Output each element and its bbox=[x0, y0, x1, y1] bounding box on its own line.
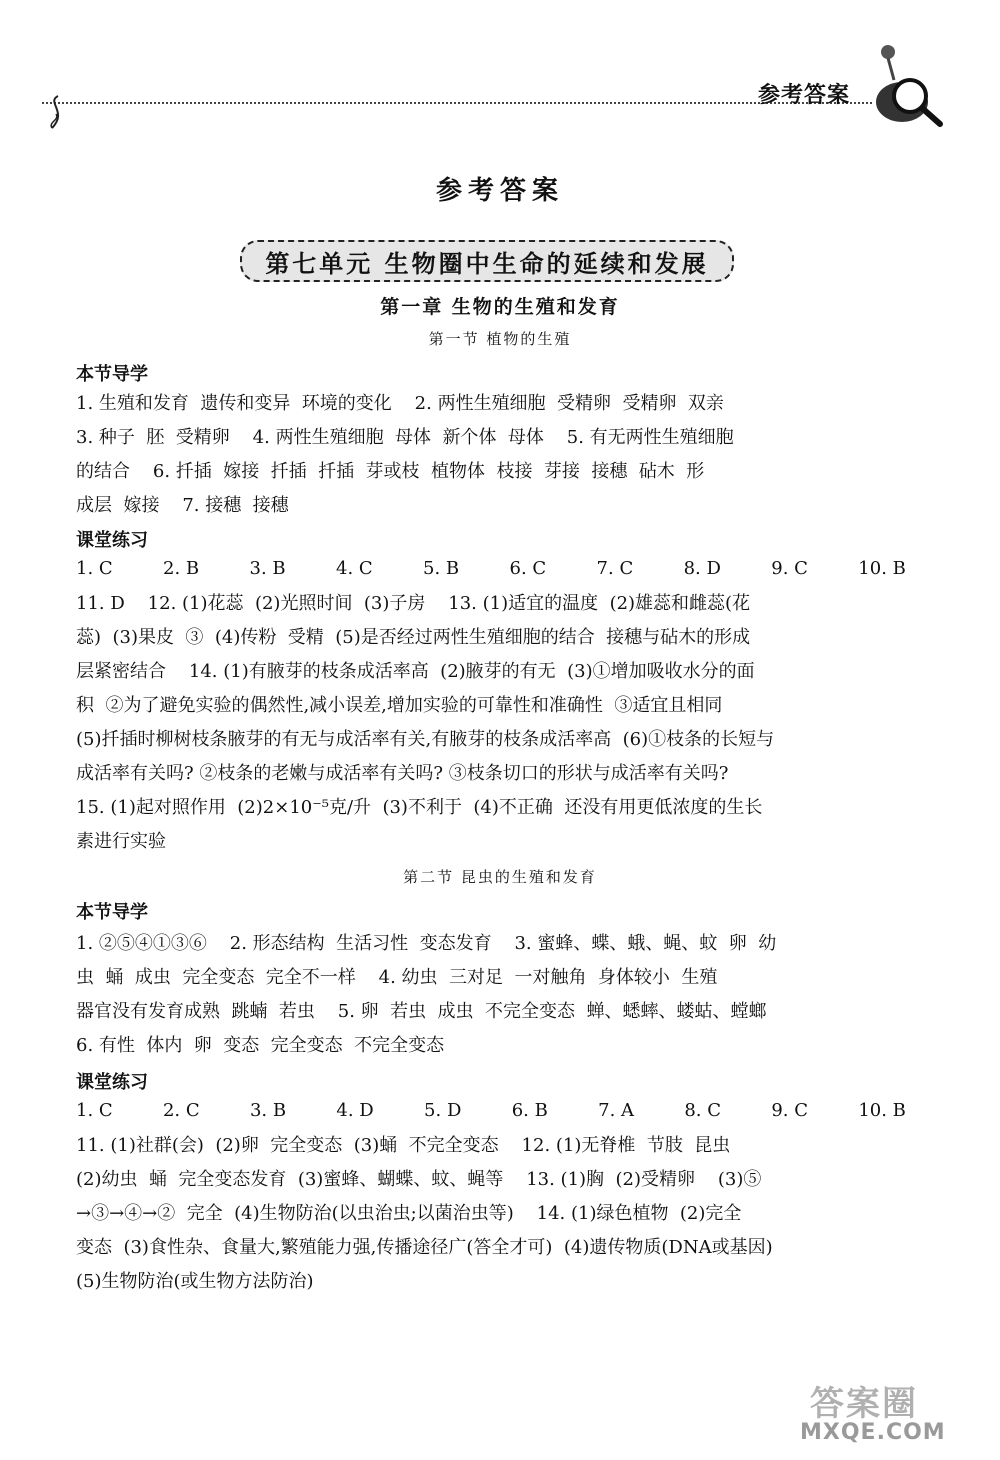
section-2-guide-heading: 本节导学 bbox=[76, 902, 148, 923]
answer-item: 7. C bbox=[596, 558, 634, 579]
answer-item: 4. C bbox=[336, 558, 373, 579]
section-2-practice-line: →③→④→② 完全 (4)生物防治(以虫治虫;以菌治虫等) 14. (1)绿色植物 (2)完全 bbox=[76, 1203, 742, 1224]
header-divider bbox=[42, 102, 872, 104]
answer-item: 1. C bbox=[76, 558, 113, 579]
section-1-practice-line: 蕊) (3)果皮 ③ (4)传粉 受精 (5)是否经过两性生殖细胞的结合 接穗与砧木的形成 bbox=[76, 627, 751, 648]
section-2-guide-line: 虫 蛹 成虫 完全变态 完全不一样 4. 幼虫 三对足 一对触角 身体较小 生殖 bbox=[76, 967, 718, 988]
answer-item: 2. B bbox=[163, 558, 200, 579]
section-2-practice-line: (5)生物防治(或生物方法防治) bbox=[76, 1271, 314, 1292]
section-2-guide-line: 1. ②⑤④①③⑥ 2. 形态结构 生活习性 变态发育 3. 蜜蜂、蝶、蛾、蝇、蚊 卵 幼 bbox=[76, 933, 777, 954]
section-2-answer-row bbox=[76, 1100, 906, 1121]
section-1-guide-line: 成层 嫁接 7. 接穗 接穗 bbox=[76, 495, 289, 516]
answer-item: 8. C bbox=[684, 1100, 722, 1121]
section-1-practice-heading: 课堂练习 bbox=[76, 530, 148, 551]
section-1-guide-line: 1. 生殖和发育 遗传和变异 环境的变化 2. 两性生殖细胞 受精卵 受精卵 双亲 bbox=[76, 393, 724, 414]
unit-title: 第七单元 生物圈中生命的延续和发展 bbox=[265, 248, 709, 278]
answer-item: 6. B bbox=[511, 1100, 548, 1121]
section-1-guide-line: 的结合 6. 扦插 嫁接 扦插 扦插 芽或枝 植物体 枝接 芽接 接穗 砧木 形 bbox=[76, 461, 705, 482]
section-2-practice-line: (2)幼虫 蛹 完全变态发育 (3)蜜蜂、蝴蝶、蚊、蝇等 13. (1)胸 (2)受精卵 (3)⑤ bbox=[76, 1169, 762, 1190]
section-2-practice-heading: 课堂练习 bbox=[76, 1072, 148, 1093]
answer-item: 9. C bbox=[771, 558, 808, 579]
answer-item: 3. B bbox=[249, 558, 286, 579]
answer-item: 5. D bbox=[424, 1100, 462, 1121]
section-2-title: 第二节 昆虫的生殖和发育 bbox=[403, 868, 597, 886]
answer-item: 3. B bbox=[249, 1100, 287, 1121]
section-1-practice-line: 成活率有关吗? ②枝条的老嫩与成活率有关吗? ③枝条切口的形状与成活率有关吗? bbox=[76, 763, 729, 784]
watermark-logo: 答案圈 bbox=[810, 1384, 918, 1424]
answer-item: 8. D bbox=[683, 558, 721, 579]
section-1-practice-line: 素进行实验 bbox=[76, 831, 166, 852]
section-2-practice-line: 变态 (3)食性杂、食量大,繁殖能力强,传播途径广(答全才可) (4)遗传物质(DNA或基因) bbox=[76, 1237, 773, 1258]
section-1-practice-line: 11. D 12. (1)花蕊 (2)光照时间 (3)子房 13. (1)适宜的温度 (2)雄蕊和雌蕊(花 bbox=[76, 593, 751, 614]
section-2-practice-line: 11. (1)社群(会) (2)卵 完全变态 (3)蛹 不完全变态 12. (1)无脊椎 节肢 昆虫 bbox=[76, 1135, 731, 1156]
magnifier-logo-icon bbox=[866, 40, 946, 130]
section-2-guide-line: 器官没有发育成熟 跳蝻 若虫 5. 卵 若虫 成虫 不完全变态 蝉、蟋蟀、蝼蛄、螳螂 bbox=[76, 1001, 767, 1022]
watermark-site: MXQE.COM bbox=[800, 1420, 946, 1445]
chapter-title: 第一章 生物的生殖和发育 bbox=[380, 296, 620, 318]
answer-item: 1. C bbox=[76, 1100, 113, 1121]
section-1-practice-line: 层紧密结合 14. (1)有腋芽的枝条成活率高 (2)腋芽的有无 (3)①增加吸收水分的面 bbox=[76, 661, 755, 682]
answer-item: 6. C bbox=[509, 558, 547, 579]
section-1-guide-heading: 本节导学 bbox=[76, 364, 148, 385]
section-1-practice-line: 积 ②为了避免实验的偶然性,减小误差,增加实验的可靠性和准确性 ③适宜且相同 bbox=[76, 695, 723, 716]
section-1-title: 第一节 植物的生殖 bbox=[428, 330, 572, 348]
answer-item: 4. D bbox=[336, 1100, 374, 1121]
answer-item: 9. C bbox=[771, 1100, 808, 1121]
section-1-answer-row bbox=[76, 558, 906, 579]
header-title: 参考答案 bbox=[758, 82, 851, 108]
answer-item: 10. B bbox=[858, 558, 906, 579]
unit-banner bbox=[240, 240, 734, 282]
answer-item: 5. B bbox=[423, 558, 460, 579]
page-title: 参考答案 bbox=[435, 176, 564, 206]
section-1-practice-line: 15. (1)起对照作用 (2)2×10⁻⁵克/升 (3)不利于 (4)不正确 还没有用更低浓度的生长 bbox=[76, 797, 763, 818]
section-1-guide-line: 3. 种子 胚 受精卵 4. 两性生殖细胞 母体 新个体 母体 5. 有无两性生殖细胞 bbox=[76, 427, 734, 448]
answer-item: 10. B bbox=[858, 1100, 906, 1121]
section-2-guide-line: 6. 有性 体内 卵 变态 完全变态 不完全变态 bbox=[76, 1035, 445, 1056]
swirl-ornament-icon bbox=[38, 92, 78, 132]
answer-item: 7. A bbox=[598, 1100, 635, 1121]
section-1-practice-line: (5)扦插时柳树枝条腋芽的有无与成活率有关,有腋芽的枝条成活率高 (6)①枝条的长短与 bbox=[76, 729, 775, 750]
answer-item: 2. C bbox=[162, 1100, 200, 1121]
